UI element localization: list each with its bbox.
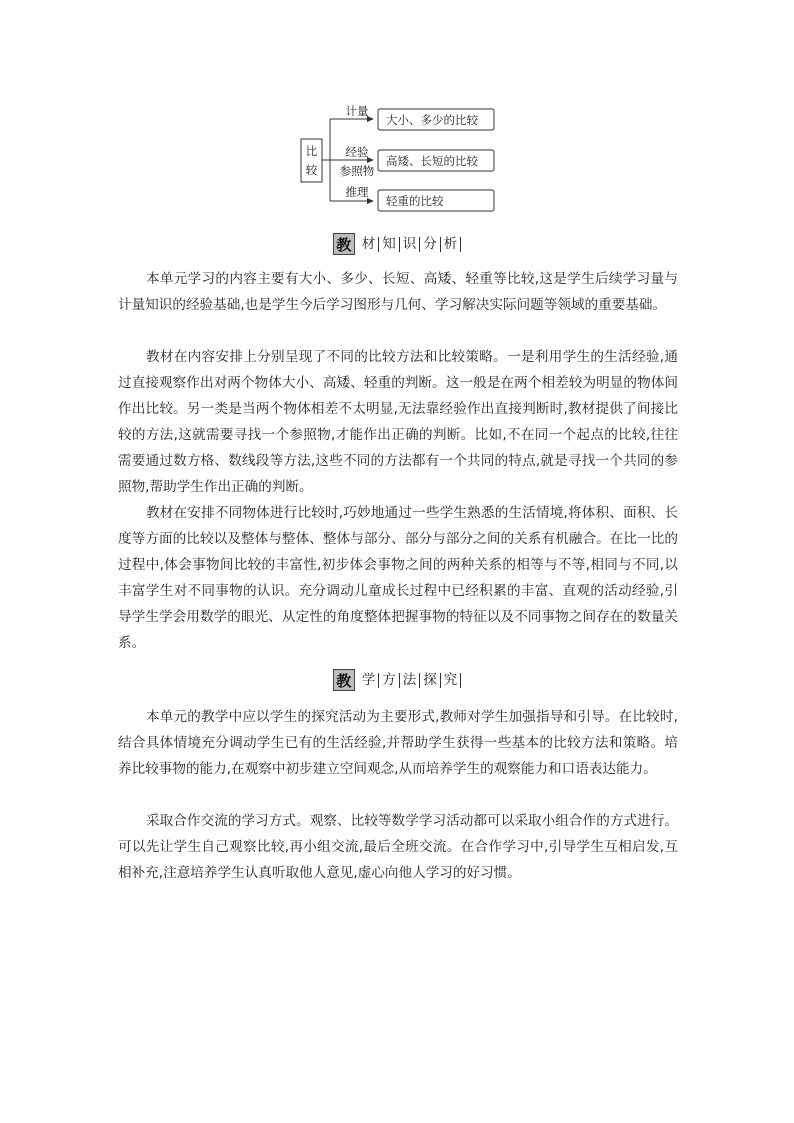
diagram-root-char-2: 较 [305,163,318,177]
section-title-char: 识 [402,236,417,252]
section-badge-icon: 教 [333,233,355,255]
section-title [359,236,462,252]
title-separator [460,237,461,252]
section-title-char: 究 [443,672,458,688]
section-heading-teaching-methods [0,666,794,694]
paragraph: 本单元的教学中应以学生的探究活动为主要形式,教师对学生加强指导和引导。在比较时,结合具体情境充分调动学生已有的生活经验,并帮助学生获得一些基本的比较方法和策略。培养比较事物的能力,在观察中初步建立空间观念,从而培养学生的观察能力和口语表达能力。 [118,709,678,777]
diagram-branch-label-1: 计量 [345,104,369,118]
diagram-svg [0,0,794,230]
diagram-node-text-3: 轻重的比较 [386,194,444,208]
section-title-char: 知 [382,236,396,252]
paragraph: 本单元学习的内容主要有大小、多少、长短、高矮、轻重等比较,这是学生后续学习量与计量知识的经验基础,也是学生今后学习图形与几何、学习解决实际问题等领域的重要基础。 [118,271,678,313]
comparison-concept-diagram [0,0,794,230]
diagram-branch-label-2b: 参照物 [339,164,375,178]
section-title-char: 方 [382,672,396,688]
section-title-char: 析 [443,236,458,252]
diagram-node-text-1: 大小、多少的比较 [386,113,478,127]
diagram-node-text-2: 高矮、长短的比较 [386,154,478,168]
diagram-branch-label-3: 推理 [345,185,369,199]
section-badge-icon: 教 [333,669,355,691]
section-heading-textbook-analysis [0,230,794,258]
paragraph: 采取合作交流的学习方式。观察、比较等数学学习活动都可以采取小组合作的方式进行。可以先让学生自己观察比较,再小组交流,最后全班交流。在合作学习中,引导学生互相启发,互相补充,注意培养学生认真听取他人意见,虚心向他人学习的好习惯。 [118,813,678,881]
paragraph: 教材在安排不同物体进行比较时,巧妙地通过一些学生熟悉的生活情境,将体积、面积、长度等方面的比较以及整体与整体、整体与部分、部分与部分之间的关系有机融合。在比一比的过程中,体会事物间比较的丰富性,初步体会事物之间的两种关系的相等与不等,相同与不同,以丰富学生对不同事物的认识。充分调动儿童成长过程中已经积累的丰富、直观的活动经验,引导学生学会用数学的眼光、从定性的角度整体把握事物的特征以及不同事物之间存在的数量关系。 [118,505,678,651]
section-title-char: 材 [361,236,376,252]
section-title-char: 探 [423,672,437,688]
section-title-char: 法 [402,672,417,688]
diagram-root-char-1: 比 [305,144,318,158]
title-separator [460,673,461,688]
section-title-char: 分 [423,236,437,252]
section-title [359,672,462,688]
paragraph: 教材在内容安排上分别呈现了不同的比较方法和比较策略。一是利用学生的生活经验,通过直接观察作出对两个物体大小、高矮、轻重的判断。这一般是在两个相差较为明显的物体间作出比较。另一类是当两个物体相差不太明显,无法靠经验作出直接判断时,教材提供了间接比较的方法,这就需要寻找一个参照物,才能作出正确的判断。比如,不在同一个起点的比较,往往需要通过数方格、数线段等方法,这些不同的方法都有一个共同的特点,就是寻找一个共同的参照物,帮助学生作出正确的判断。 [118,349,678,495]
diagram-branch-label-2a: 经验 [345,145,369,159]
section-title-char: 学 [361,672,376,688]
